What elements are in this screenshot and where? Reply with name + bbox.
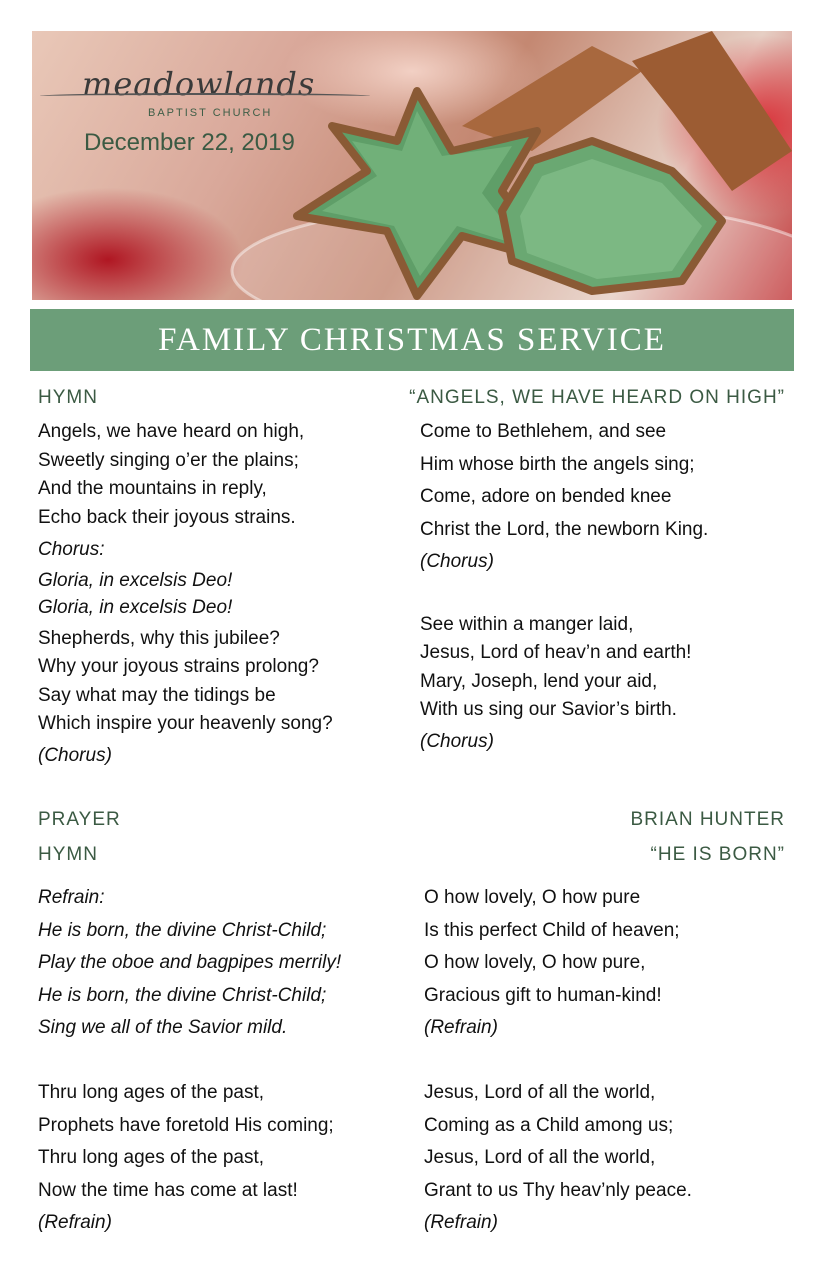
hymn2-title: “HE IS BORN” (650, 844, 785, 865)
lyric-line: And the mountains in reply, (38, 478, 267, 499)
header-photo (32, 31, 792, 300)
hymn2-label: HYMN (38, 844, 98, 865)
prayer-leader: BRIAN HUNTER (630, 809, 785, 830)
service-date: December 22, 2019 (84, 129, 295, 156)
lyric-line: Prophets have foretold His coming; (38, 1114, 334, 1136)
hymn1-left-verses (38, 418, 333, 767)
lyric-line: Come to Bethlehem, and see (420, 421, 667, 442)
lyric-line: Christ the Lord, the newborn King. (420, 518, 709, 540)
refrain-reference: (Refrain) (38, 1212, 112, 1233)
refrain-label: Refrain: (38, 887, 105, 908)
lyric-line: Thru long ages of the past, (38, 1082, 265, 1103)
lyric-line: With us sing our Savior’s birth. (420, 699, 677, 720)
lyric-line: Mary, Joseph, lend your aid, (420, 670, 658, 692)
chorus-reference: (Chorus) (420, 551, 494, 572)
lyric-line: Jesus, Lord of heav’n and earth! (420, 642, 692, 663)
hymn2-right-verses (424, 882, 692, 1240)
lyric-line: Gracious gift to human-kind! (424, 984, 662, 1006)
lyric-line: Echo back their joyous strains. (38, 506, 296, 528)
lyric-line: Jesus, Lord of all the world, (424, 1082, 656, 1103)
lyric-line: Come, adore on bended knee (420, 486, 672, 507)
chorus-reference: (Chorus) (38, 744, 112, 766)
refrain-line: Play the oboe and bagpipes merrily! (38, 952, 342, 973)
chorus-line: Gloria, in excelsis Deo! (38, 570, 233, 591)
lyric-line: Shepherds, why this jubilee? (38, 628, 280, 649)
service-title-bar (30, 309, 794, 371)
lyric-line: O how lovely, O how pure (424, 887, 641, 908)
service-title: FAMILY CHRISTMAS SERVICE (158, 321, 666, 358)
prayer-label: PRAYER (38, 809, 121, 830)
hymn1-label: HYMN (38, 387, 98, 408)
lyric-line: Thru long ages of the past, (38, 1147, 265, 1168)
hymn1-right-verses (420, 416, 708, 757)
logo-swash (40, 93, 370, 99)
lyric-line: Sweetly singing o’er the plains; (38, 449, 299, 471)
refrain-reference: (Refrain) (424, 1212, 498, 1233)
lyric-line: Now the time has come at last! (38, 1179, 298, 1201)
lyric-line: Angels, we have heard on high, (38, 421, 305, 442)
refrain-reference: (Refrain) (424, 1017, 498, 1038)
lyric-line: O how lovely, O how pure, (424, 952, 646, 973)
refrain-line: He is born, the divine Christ-Child; (38, 919, 327, 941)
lyric-line: Jesus, Lord of all the world, (424, 1147, 656, 1168)
lyric-line: Say what may the tidings be (38, 684, 276, 706)
hymn1-title: “ANGELS, WE HAVE HEARD ON HIGH” (409, 387, 785, 408)
church-logo-subtitle: BAPTIST CHURCH (148, 107, 273, 119)
chorus-reference: (Chorus) (420, 730, 494, 752)
lyric-line: Grant to us Thy heav’nly peace. (424, 1179, 692, 1201)
church-logo: meadowlands (82, 65, 316, 103)
lyric-line: See within a manger laid, (420, 613, 634, 635)
refrain-line: Sing we all of the Savior mild. (38, 1017, 288, 1038)
lyric-line: Why your joyous strains prolong? (38, 656, 319, 677)
refrain-line: He is born, the divine Christ-Child; (38, 984, 327, 1006)
lyric-line: Is this perfect Child of heaven; (424, 919, 680, 941)
chorus-line: Gloria, in excelsis Deo! (38, 596, 233, 618)
lyric-line: Him whose birth the angels sing; (420, 453, 695, 475)
lyric-line: Coming as a Child among us; (424, 1114, 674, 1136)
chorus-label: Chorus: (38, 539, 105, 560)
lyric-line: Which inspire your heavenly song? (38, 713, 333, 734)
hymn2-left-verses (38, 882, 341, 1240)
